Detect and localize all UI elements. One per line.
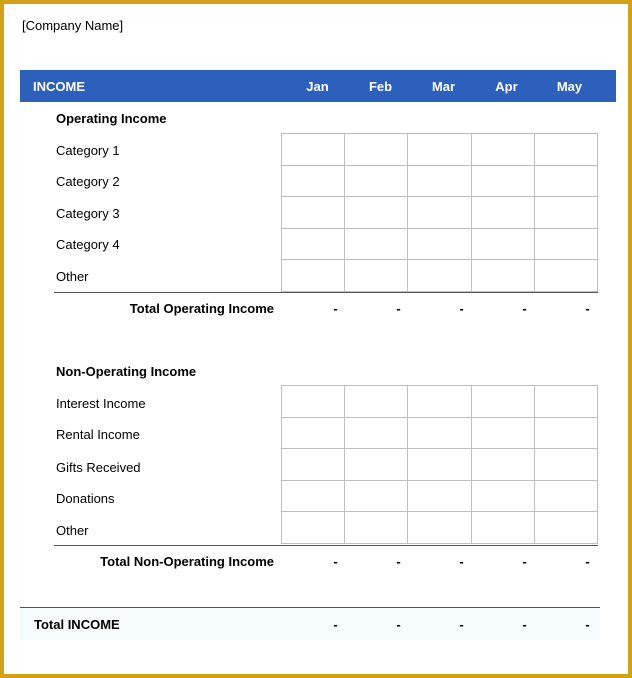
non-operating-row-label: Gifts Received	[56, 460, 141, 475]
table-cell[interactable]	[471, 417, 534, 449]
operating-total-rule	[54, 292, 598, 293]
total-non-operating-mar: -	[459, 554, 464, 569]
table-row	[282, 417, 598, 449]
total-income-label: Total INCOME	[34, 617, 120, 632]
table-cell[interactable]	[534, 480, 597, 512]
table-cell[interactable]	[471, 165, 534, 197]
table-cell[interactable]	[534, 165, 597, 197]
income-header-title: INCOME	[33, 79, 85, 94]
table-row	[282, 228, 598, 260]
operating-row-label: Category 4	[56, 237, 120, 252]
table-row	[282, 165, 598, 197]
month-header-may: May	[556, 79, 583, 94]
table-cell[interactable]	[345, 417, 408, 449]
table-row	[282, 386, 598, 418]
total-non-operating-apr: -	[522, 554, 527, 569]
table-cell[interactable]	[408, 480, 471, 512]
month-header-apr: Apr	[495, 79, 518, 94]
total-income-jan: -	[333, 617, 338, 632]
non-operating-income-title: Non-Operating Income	[56, 364, 197, 379]
table-cell[interactable]	[534, 417, 597, 449]
table-cell[interactable]	[471, 449, 534, 481]
month-header-feb: Feb	[368, 79, 393, 94]
operating-row-label: Category 2	[56, 174, 120, 189]
table-cell[interactable]	[282, 260, 345, 292]
operating-row-label: Other	[56, 269, 89, 284]
table-cell[interactable]	[345, 134, 408, 166]
total-operating-apr: -	[522, 301, 527, 316]
table-cell[interactable]	[408, 134, 471, 166]
table-cell[interactable]	[471, 512, 534, 544]
total-income-apr: -	[522, 617, 527, 632]
table-cell[interactable]	[534, 449, 597, 481]
company-name: [Company Name]	[22, 18, 124, 33]
table-cell[interactable]	[282, 165, 345, 197]
total-operating-jan: -	[333, 301, 338, 316]
table-cell[interactable]	[345, 512, 408, 544]
table-cell[interactable]	[471, 260, 534, 292]
table-cell[interactable]	[408, 449, 471, 481]
table-cell[interactable]	[408, 197, 471, 229]
table-cell[interactable]	[534, 386, 597, 418]
total-operating-mar: -	[459, 301, 464, 316]
table-cell[interactable]	[471, 228, 534, 260]
total-operating-feb: -	[396, 301, 401, 316]
table-cell[interactable]	[282, 134, 345, 166]
total-income-rule	[20, 607, 600, 608]
table-cell[interactable]	[471, 134, 534, 166]
table-cell[interactable]	[345, 386, 408, 418]
non-operating-total-rule	[54, 545, 598, 546]
table-row	[282, 197, 598, 229]
table-cell[interactable]	[534, 134, 597, 166]
table-cell[interactable]	[408, 260, 471, 292]
table-cell[interactable]	[345, 228, 408, 260]
non-operating-row-label: Donations	[56, 491, 115, 506]
total-income-mar: -	[459, 617, 464, 632]
table-row	[282, 134, 598, 166]
table-cell[interactable]	[282, 386, 345, 418]
table-cell[interactable]	[408, 417, 471, 449]
table-cell[interactable]	[345, 480, 408, 512]
month-header-jan: Jan	[306, 79, 329, 94]
total-operating-income-label: Total Operating Income	[129, 301, 274, 316]
total-non-operating-income-label: Total Non-Operating Income	[100, 554, 274, 569]
table-cell[interactable]	[345, 260, 408, 292]
total-operating-may: -	[585, 301, 590, 316]
table-cell[interactable]	[282, 228, 345, 260]
total-income-may: -	[585, 617, 590, 632]
table-cell[interactable]	[534, 512, 597, 544]
total-non-operating-jan: -	[333, 554, 338, 569]
total-income-feb: -	[396, 617, 401, 632]
table-cell[interactable]	[408, 386, 471, 418]
table-cell[interactable]	[345, 165, 408, 197]
table-cell[interactable]	[345, 449, 408, 481]
table-cell[interactable]	[534, 197, 597, 229]
total-non-operating-feb: -	[396, 554, 401, 569]
table-cell[interactable]	[471, 480, 534, 512]
table-cell[interactable]	[471, 197, 534, 229]
operating-row-label: Category 3	[56, 206, 120, 221]
table-cell[interactable]	[534, 260, 597, 292]
table-cell[interactable]	[345, 197, 408, 229]
table-cell[interactable]	[282, 197, 345, 229]
table-cell[interactable]	[282, 417, 345, 449]
table-cell[interactable]	[408, 512, 471, 544]
table-cell[interactable]	[471, 386, 534, 418]
table-cell[interactable]	[534, 228, 597, 260]
operating-income-grid	[281, 133, 598, 292]
table-cell[interactable]	[408, 165, 471, 197]
table-row	[282, 480, 598, 512]
table-row	[282, 512, 598, 544]
table-cell[interactable]	[408, 228, 471, 260]
non-operating-row-label: Other	[56, 523, 89, 538]
non-operating-income-grid	[281, 385, 598, 544]
total-non-operating-may: -	[585, 554, 590, 569]
table-row	[282, 449, 598, 481]
table-cell[interactable]	[282, 449, 345, 481]
non-operating-row-label: Interest Income	[56, 396, 146, 411]
table-cell[interactable]	[282, 480, 345, 512]
month-header-mar: Mar	[431, 79, 456, 94]
income-header-bar	[20, 70, 616, 102]
table-cell[interactable]	[282, 512, 345, 544]
operating-income-title: Operating Income	[56, 111, 167, 126]
table-row	[282, 260, 598, 292]
operating-row-label: Category 1	[56, 143, 120, 158]
non-operating-row-label: Rental Income	[56, 427, 140, 442]
